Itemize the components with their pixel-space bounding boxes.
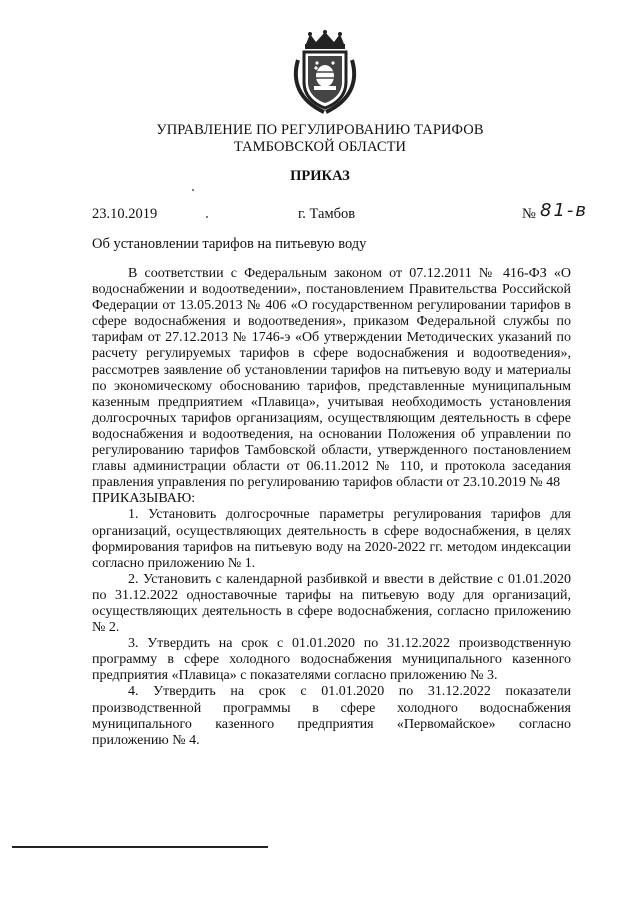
order-item-4: 4. Утвердить на срок с 01.01.2020 по 31.12.2022 показатели производственной программы в сфере холодного водоснабжения муниципального казенного предприятия «Первомайское» согласно приложению № 4. — [92, 684, 571, 748]
order-item-1: 1. Установить долгосрочные параметры регулирования тарифов для организаций, осуществляющих деятельность в сфере водоснабжения, в целях формирования тарифов на питьевую воду на 2020-2022 гг. методом индексации согласно приложению № 1. — [92, 507, 571, 571]
order-item-2: 2. Установить с календарной разбивкой и ввести в действие с 01.01.2020 по 31.12.2022 одноставочные тарифы на питьевую воду для организаций, осуществляющих деятельность в сфере водоснабжения, согласно приложению № 2. — [92, 571, 571, 636]
scan-speck — [206, 216, 208, 218]
order-item-3: 3. Утвердить на срок с 01.01.2020 по 31.12.2022 производственную программу в сфере холодного водоснабжения муниципального казенного предприятия «Плавица» с показателями согласно приложению № 3. — [92, 636, 571, 684]
footer-divider-line — [12, 846, 268, 848]
document-type-title: ПРИКАЗ — [290, 168, 350, 184]
document-body — [92, 266, 571, 749]
document-city: г. Тамбов — [298, 206, 356, 222]
organization-name-line1: УПРАВЛЕНИЕ ПО РЕГУЛИРОВАНИЮ ТАРИФОВ — [156, 122, 484, 138]
document-date: 23.10.2019 — [92, 206, 158, 222]
preamble-paragraph: В соответствии с Федеральным законом от 07.12.2011 № 416-ФЗ «О водоснабжении и водоотведении», постановлением Правительства Российской Федерации от 13.05.2013 № 406 «О государственном регулировании тарифов в сфере водоснабжения и водоотведения», приказом Федеральной службы по тарифам от 27.12.2013 № 1746-э «Об утверждении Методических указаний по расчету регулируемых тарифов в сфере водоснабжения и водоотведения», рассмотрев заявление об установлении тарифов на питьевую воду и материалы по экономическому обоснованию тарифов, представленные муниципальным казенным предприятием «Плавица», учитывая необходимость установления долгосрочных тарифов организациям, осуществляющим деятельность в сфере водоснабжения и водоотведения, на основании Положения об управлении по регулированию тарифов Тамбовской области, утвержденного постановлением главы администрации области от 06.11.2012 № 110, и протокола заседания правления управления по регулированию тарифов области от 23.10.2019 № 48 — [92, 266, 571, 491]
tambov-coat-of-arms-icon — [290, 30, 360, 114]
document-number-label: № — [522, 206, 536, 222]
document-subject: Об установлении тарифов на питьевую воду — [92, 236, 367, 252]
handwritten-document-number: 81-в — [540, 200, 589, 221]
organization-name-line2: ТАМБОВСКОЙ ОБЛАСТИ — [233, 139, 407, 155]
scan-speck — [192, 189, 194, 191]
order-word: ПРИКАЗЫВАЮ: — [92, 491, 196, 507]
